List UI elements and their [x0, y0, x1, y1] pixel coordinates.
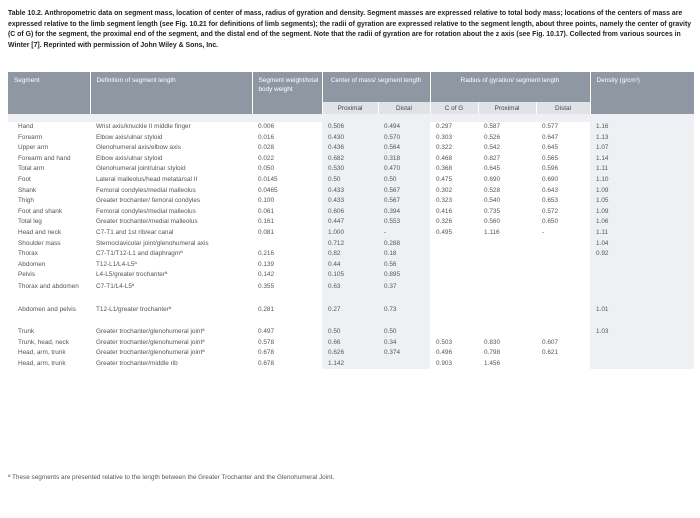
table-row	[8, 143, 694, 154]
cell-radius-cofg	[430, 304, 478, 327]
header-weight: Segment weight/total body weight	[252, 72, 322, 102]
header-radius-of-gyration: Radius of gyration/ segment length	[430, 72, 590, 102]
cell-weight: 0.016	[258, 133, 274, 141]
cell-segment: Forearm and hand	[18, 154, 71, 162]
cell-definition: Femoral condyles/medial malleolus	[96, 186, 196, 194]
subheader-distal: Distal	[378, 102, 430, 114]
cell-radius-distal	[536, 281, 590, 304]
cell-segment: Total arm	[18, 165, 45, 173]
cell-center-proximal: 0.63	[322, 281, 378, 304]
cell-radius-proximal	[478, 327, 536, 338]
cell-weight: 0.678	[258, 349, 274, 357]
cell-radius-cofg	[430, 260, 478, 271]
cell-center-proximal: 0.50	[322, 175, 378, 186]
table-row	[8, 359, 694, 370]
table-row	[8, 154, 694, 165]
cell-segment: Pelvis	[18, 271, 36, 279]
cell-weight: 0.0465	[258, 186, 278, 194]
cell-definition: T12-L1/L4-L5ª	[96, 260, 137, 268]
cell-radius-cofg: 0.297	[436, 123, 452, 130]
cell-definition: Wrist axis/knuckle II middle finger	[96, 123, 191, 130]
cell-definition: Lateral malleolus/head metatarsal II	[96, 175, 198, 183]
cell-radius-cofg: 0.903	[436, 359, 452, 367]
cell-segment: Foot	[18, 175, 31, 183]
cell-density	[590, 270, 694, 281]
cell-density	[590, 260, 694, 271]
table-row	[8, 281, 694, 304]
cell-radius-proximal	[478, 249, 536, 260]
cell-density: 1.04	[590, 239, 694, 250]
cell-center-proximal: 0.44	[322, 260, 378, 271]
cell-radius-proximal	[478, 304, 536, 327]
cell-segment: Hand	[18, 123, 34, 130]
table-row	[8, 133, 694, 144]
header-center-of-mass: Center of mass/ segment length	[322, 72, 430, 102]
table-row	[8, 122, 694, 133]
cell-radius-distal	[536, 249, 590, 260]
cell-radius-distal	[536, 359, 590, 370]
table-row	[8, 270, 694, 281]
cell-density: 1.01	[590, 304, 694, 327]
cell-radius-cofg	[430, 270, 478, 281]
cell-weight: 0.022	[258, 154, 274, 162]
cell-weight: 0.281	[258, 305, 274, 313]
cell-center-distal: 0.494	[378, 122, 430, 133]
table-row	[8, 239, 694, 250]
cell-definition: Greater trochanter/ femoral condyles	[96, 197, 201, 205]
cell-segment: Head, arm, trunk	[18, 359, 66, 367]
cell-radius-distal: 0.607	[542, 338, 558, 346]
table-row	[8, 196, 694, 207]
cell-definition: Greater trochanter/glenohumeral jointª	[96, 349, 205, 357]
cell-definition: C7-T1/L4-L5ª	[96, 282, 135, 290]
cell-radius-proximal	[478, 260, 536, 271]
table-row	[8, 348, 694, 359]
cell-segment: Total leg	[18, 218, 42, 226]
table-row	[8, 249, 694, 260]
cell-center-distal: 0.374	[378, 348, 430, 359]
cell-definition: C7-T1 and 1st rib/ear canal	[96, 228, 174, 236]
cell-radius-proximal: 0.542	[484, 144, 500, 152]
cell-radius-distal	[536, 270, 590, 281]
cell-density: 1.09	[590, 186, 694, 197]
table-row	[8, 338, 694, 349]
cell-density: 1.06	[590, 217, 694, 228]
cell-definition: C7-T1/T12-L1 and diaphragmª	[96, 250, 183, 258]
cell-radius-proximal: 0.526	[484, 133, 500, 141]
cell-radius-cofg: 0.416	[436, 207, 452, 215]
cell-center-proximal: 0.712	[322, 239, 378, 250]
subheader-radius-proximal: Proximal	[478, 102, 536, 114]
cell-radius-proximal	[478, 281, 536, 304]
cell-radius-cofg	[430, 249, 478, 260]
cell-definition: Sternoclavicular joint/glenohumeral axis	[96, 239, 209, 247]
cell-density: 1.11	[590, 228, 694, 239]
cell-center-proximal: 0.50	[322, 327, 378, 338]
cell-weight: 0.061	[258, 207, 274, 215]
cell-radius-cofg	[430, 327, 478, 338]
cell-center-proximal: 0.436	[322, 143, 378, 154]
cell-segment: Foot and shank	[18, 207, 63, 215]
cell-radius-distal: 0.650	[542, 218, 558, 226]
cell-center-proximal: 0.430	[322, 133, 378, 144]
cell-radius-distal: 0.596	[542, 165, 558, 173]
subheader-radius-distal: Distal	[536, 102, 590, 114]
table-row	[8, 304, 694, 327]
cell-center-proximal: 0.506	[322, 122, 378, 133]
cell-radius-distal: 0.572	[542, 207, 558, 215]
cell-definition: Greater trochanter/medial malleolus	[96, 218, 198, 226]
cell-center-distal: 0.564	[378, 143, 430, 154]
cell-segment: Forearm	[18, 133, 43, 141]
cell-radius-cofg	[430, 281, 478, 304]
header-segment: Segment	[8, 72, 90, 102]
cell-radius-proximal: 0.827	[484, 154, 500, 162]
cell-density: 1.05	[590, 196, 694, 207]
cell-radius-cofg: 0.368	[436, 165, 452, 173]
cell-segment: Thorax and abdomen	[18, 282, 79, 290]
cell-radius-proximal	[478, 270, 536, 281]
table-row	[8, 217, 694, 228]
cell-definition: L4-L5/greater trochanterª	[96, 271, 168, 279]
cell-radius-distal: -	[542, 228, 545, 236]
header-definition: Definition of segment length	[90, 72, 252, 102]
cell-segment: Thorax	[18, 250, 38, 258]
cell-center-distal: 0.18	[378, 249, 430, 260]
cell-weight: 0.006	[258, 123, 274, 130]
cell-definition: T12-L1/greater trochanterª	[96, 305, 172, 313]
cell-segment: Head and neck	[18, 228, 61, 236]
cell-center-distal: 0.56	[378, 260, 430, 271]
cell-center-distal: 0.50	[378, 327, 430, 338]
cell-center-proximal: 0.433	[322, 196, 378, 207]
cell-weight: 0.100	[258, 197, 274, 205]
cell-definition: Greater trochanter/glenohumeral jointª	[96, 327, 205, 335]
cell-center-proximal: 0.606	[322, 207, 378, 218]
table-body	[8, 114, 694, 369]
cell-center-proximal: 1.142	[322, 359, 378, 370]
cell-radius-proximal: 0.587	[484, 123, 500, 130]
cell-radius-cofg: 0.475	[436, 175, 452, 183]
cell-density	[590, 338, 694, 349]
table-row	[8, 260, 694, 271]
cell-radius-proximal	[478, 239, 536, 250]
cell-weight: 0.081	[258, 228, 274, 236]
caption-text: Anthropometric data on segment mass, location of center of mass, radius of gyration and density. Segment masses are expressed relative to total body mass; locations of the centers of mass are expressed relative to the limb segment length (see Fig. 10.21 for definitions of limb segments); the radii of gyration are expressed relative to the segment length, about three points, namely the center of gravity (C of G) for the segment, the proximal end of the segment, and the distal end of the segment. Note that the radii of gyration are for rotation about the z axis (see Fig. 10.17). Collected from various sources in Winter [7]. Reprinted with permission of John Wiley & Sons, Inc.	[8, 10, 692, 49]
cell-radius-proximal: 0.798	[484, 349, 500, 357]
table-footnote: ª These segments are presented relative to the length between the Greater Trochanter and the Glenohumeral Joint.	[8, 474, 335, 481]
table-row	[8, 327, 694, 338]
cell-center-proximal: 0.27	[322, 304, 378, 327]
cell-segment: Shoulder mass	[18, 239, 61, 247]
subheader-blank	[8, 102, 90, 114]
cell-definition: Elbow axis/ulnar styloid	[96, 154, 163, 162]
cell-definition: Elbow axis/ulnar styloid	[96, 133, 163, 141]
cell-center-distal: 0.50	[378, 175, 430, 186]
cell-center-distal: 0.895	[378, 270, 430, 281]
cell-center-distal: 0.567	[378, 186, 430, 197]
cell-center-distal: 0.318	[378, 154, 430, 165]
cell-radius-distal: 0.565	[542, 154, 558, 162]
cell-center-proximal: 0.66	[322, 338, 378, 349]
cell-radius-cofg: 0.496	[436, 349, 452, 357]
table-row	[8, 228, 694, 239]
cell-density: 1.07	[590, 143, 694, 154]
cell-segment: Trunk, head, neck	[18, 338, 69, 346]
cell-weight: 0.139	[258, 260, 274, 268]
spacer-row	[8, 114, 694, 122]
cell-density	[590, 348, 694, 359]
subheader-proximal: Proximal	[322, 102, 378, 114]
cell-radius-distal: 0.577	[542, 123, 558, 130]
cell-radius-proximal: 0.690	[484, 175, 500, 183]
subheader-blank	[590, 102, 694, 114]
table-row	[8, 186, 694, 197]
cell-weight: 0.355	[258, 282, 274, 290]
cell-center-distal: 0.34	[378, 338, 430, 349]
cell-radius-proximal: 1.456	[484, 359, 500, 367]
cell-radius-cofg: 0.303	[436, 133, 452, 141]
table-caption	[8, 9, 694, 51]
cell-definition: Glenohumeral joint/ulnar styloid	[96, 165, 186, 173]
cell-center-distal: 0.553	[378, 217, 430, 228]
header-density: Density (g/cm³)	[590, 72, 694, 102]
cell-radius-cofg	[430, 239, 478, 250]
cell-center-proximal: 0.447	[322, 217, 378, 228]
cell-radius-distal: 0.643	[542, 186, 558, 194]
cell-center-distal: 0.37	[378, 281, 430, 304]
cell-density: 1.03	[590, 327, 694, 338]
cell-radius-proximal: 0.560	[484, 218, 500, 226]
cell-radius-proximal: 1.116	[484, 228, 500, 236]
cell-density: 1.11	[590, 164, 694, 175]
cell-segment: Thigh	[18, 197, 34, 205]
cell-weight: 0.161	[258, 218, 274, 226]
cell-density	[590, 281, 694, 304]
cell-definition: Greater trochanter/glenohumeral jointª	[96, 338, 205, 346]
subheader-cofg: C of G	[430, 102, 478, 114]
cell-segment: Abdomen and pelvis	[18, 305, 76, 313]
cell-density: 1.16	[590, 122, 694, 133]
cell-radius-cofg: 0.468	[436, 154, 452, 162]
cell-definition: Glenohumeral axis/elbow axis	[96, 144, 181, 152]
cell-definition: Greater trochanter/middle rib	[96, 359, 178, 367]
subheader-blank	[252, 102, 322, 114]
cell-density	[590, 359, 694, 370]
cell-weight: 0.216	[258, 250, 274, 258]
cell-definition: Femoral condyles/medial malleolus	[96, 207, 196, 215]
cell-center-distal: 0.394	[378, 207, 430, 218]
cell-radius-proximal: 0.528	[484, 186, 500, 194]
table-number: Table 10.2.	[8, 10, 43, 17]
cell-radius-distal: 0.690	[542, 175, 558, 183]
cell-radius-distal	[536, 260, 590, 271]
cell-center-distal: 0.73	[378, 304, 430, 327]
cell-density: 1.14	[590, 154, 694, 165]
cell-radius-proximal: 0.830	[484, 338, 500, 346]
cell-radius-distal	[536, 327, 590, 338]
cell-center-distal: 0.567	[378, 196, 430, 207]
cell-center-proximal: 0.105	[322, 270, 378, 281]
cell-segment: Abdomen	[18, 260, 46, 268]
cell-segment: Head, arm, trunk	[18, 349, 66, 357]
table-row	[8, 164, 694, 175]
table-row	[8, 207, 694, 218]
anthropometric-table	[8, 72, 694, 369]
cell-center-proximal: 0.626	[322, 348, 378, 359]
cell-weight	[252, 239, 322, 250]
cell-radius-distal	[536, 239, 590, 250]
cell-weight: 0.497	[258, 327, 274, 335]
cell-center-distal	[378, 359, 430, 370]
cell-radius-distal: 0.621	[542, 349, 558, 357]
cell-center-proximal: 0.530	[322, 164, 378, 175]
cell-weight: 0.678	[258, 359, 274, 367]
cell-radius-distal: 0.645	[542, 144, 558, 152]
table-row	[8, 175, 694, 186]
cell-center-proximal: 0.433	[322, 186, 378, 197]
cell-radius-distal: 0.653	[542, 197, 558, 205]
cell-weight: 0.028	[258, 144, 274, 152]
cell-weight: 0.050	[258, 165, 274, 173]
cell-center-proximal: 1.000	[322, 228, 378, 239]
cell-radius-cofg: 0.302	[436, 186, 452, 194]
cell-radius-cofg: 0.495	[436, 228, 452, 236]
cell-center-proximal: 0.82	[322, 249, 378, 260]
cell-center-distal: 0.570	[378, 133, 430, 144]
cell-radius-distal: 0.647	[542, 133, 558, 141]
cell-radius-cofg: 0.323	[436, 197, 452, 205]
cell-weight: 0.0145	[258, 175, 278, 183]
cell-radius-cofg: 0.503	[436, 338, 452, 346]
cell-radius-cofg: 0.322	[436, 144, 452, 152]
cell-center-distal: -	[378, 228, 430, 239]
cell-center-distal: 0.470	[378, 164, 430, 175]
cell-center-proximal: 0.682	[322, 154, 378, 165]
cell-segment: Shank	[18, 186, 37, 194]
subheader-blank	[90, 102, 252, 114]
cell-density: 1.09	[590, 207, 694, 218]
cell-center-distal: 0.288	[378, 239, 430, 250]
cell-weight: 0.142	[258, 271, 274, 279]
cell-radius-proximal: 0.540	[484, 197, 500, 205]
cell-radius-cofg: 0.326	[436, 218, 452, 226]
cell-density: 1.10	[590, 175, 694, 186]
cell-segment: Trunk	[18, 327, 35, 335]
cell-density: 1.13	[590, 133, 694, 144]
cell-radius-distal	[536, 304, 590, 327]
cell-radius-proximal: 0.645	[484, 165, 500, 173]
cell-radius-proximal: 0.735	[484, 207, 500, 215]
cell-weight: 0.578	[258, 338, 274, 346]
cell-density: 0.92	[590, 249, 694, 260]
cell-segment: Upper arm	[18, 144, 49, 152]
